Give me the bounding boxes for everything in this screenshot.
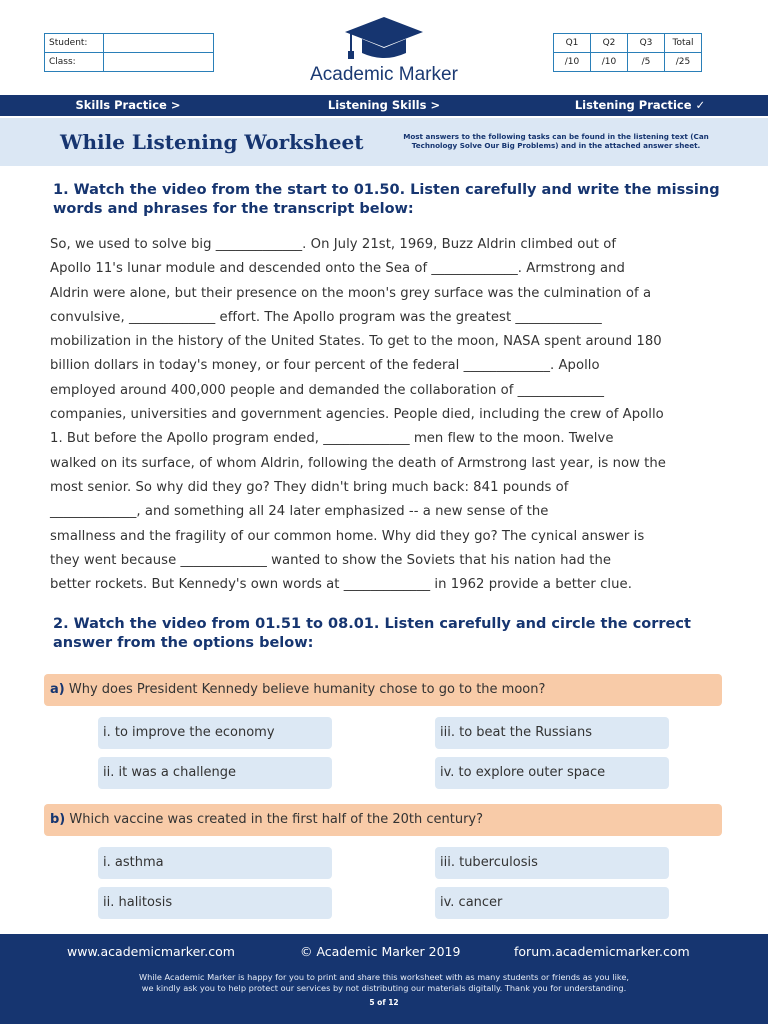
score-header-total: Total [665,34,702,53]
transcript-line: walked on its surface, of whom Aldrin, following the death of Armstrong last year, is now the [50,455,666,471]
transcript-line: mobilization in the history of the United States. To get to the moon, NASA spent around 180 [50,334,662,350]
student-label: Student: [45,34,104,53]
nav-listening-practice[interactable]: Listening Practice ✓ [574,98,706,112]
question-b-prompt [44,804,722,836]
transcript-line: employed around 400,000 people and demanded the collaboration of _____________ [50,382,605,398]
transcript-line: So, we used to solve big _____________. On July 21st, 1969, Buzz Aldrin climbed out of [50,237,617,252]
graduation-cap-icon [340,14,428,70]
section-2-heading: 2. Watch the video from 01.51 to 08.01. Listen carefully and circle the correct answer from the options below: [53,616,691,651]
transcript-line: companies, universities and government agencies. People died, including the crew of Apollo [50,407,664,423]
student-field[interactable] [104,34,214,53]
score-q2[interactable]: /10 [591,53,628,72]
transcript-line: Aldrin were alone, but their presence on the moon's grey surface was the culmination of a [50,285,652,301]
transcript-passage [50,233,720,597]
score-header-q2: Q2 [591,34,628,53]
transcript-line: _____________, and something all 24 later emphasized -- a new sense of the [50,504,549,520]
brand-logo [296,14,472,88]
question-text: Why does President Kennedy believe humanity chose to go to the moon? [68,682,546,697]
score-q3[interactable]: /5 [628,53,665,72]
question-letter: a) [50,682,65,697]
question-text: Which vaccine was created in the first half of the 20th century? [69,812,484,827]
footer-copyright: © Academic Marker 2019 [300,944,461,959]
score-total[interactable]: /25 [665,53,702,72]
question-a-prompt [44,674,722,706]
class-field[interactable] [104,53,214,72]
score-table [553,33,702,72]
option-a-i[interactable]: i. to improve the economy [98,717,332,749]
option-a-iii[interactable]: iii. to beat the Russians [435,717,669,749]
option-b-iii[interactable]: iii. tuberculosis [435,847,669,879]
class-label: Class: [45,53,104,72]
nav-listening-skills[interactable]: Listening Skills > [327,98,441,112]
transcript-line: most senior. So why did they go? They didn't bring much back: 841 pounds of [50,479,569,495]
option-a-ii[interactable]: ii. it was a challenge [98,757,332,789]
footer-note [0,972,768,994]
title-band [0,118,768,166]
nav-skills-practice[interactable]: Skills Practice > [75,98,181,112]
option-b-i[interactable]: i. asthma [98,847,332,879]
transcript-line: convulsive, _____________ effort. The Apollo program was the greatest _____________ [50,309,602,325]
transcript-line: 1. But before the Apollo program ended, _____________ men flew to the moon. Twelve [50,431,614,447]
score-header-q3: Q3 [628,34,665,53]
score-q1[interactable]: /10 [554,53,591,72]
transcript-line: billion dollars in today's money, or four percent of the federal _____________. Apollo [50,358,600,374]
footer-website-link[interactable]: www.academicmarker.com [67,944,235,959]
option-a-iv[interactable]: iv. to explore outer space [435,757,669,789]
transcript-line: they went because _____________ wanted to show the Soviets that his nation had the [50,552,612,568]
page-number: 5 of 12 [369,998,399,1007]
transcript-line: Apollo 11's lunar module and descended onto the Sea of _____________. Armstrong and [50,261,625,277]
page-title: While Listening Worksheet [60,130,364,154]
option-b-iv[interactable]: iv. cancer [435,887,669,919]
title-note: Most answers to the following tasks can be found in the listening text (Can Technology Solve Our Big Problems) and in the attached answer sheet. [403,132,709,150]
footer-note-line: While Academic Marker is happy for you to print and share this worksheet with as many students or friends as you like, [139,972,629,982]
breadcrumb-nav [0,95,768,116]
brand-name: Academic Marker [310,64,458,85]
score-header-q1: Q1 [554,34,591,53]
footer-note-line: we kindly ask you to help protect our services by not distributing our materials digitally. Thank you for understanding. [141,983,627,993]
option-b-ii[interactable]: ii. halitosis [98,887,332,919]
footer-forum-link[interactable]: forum.academicmarker.com [514,944,690,959]
transcript-line: better rockets. But Kennedy's own words at _____________ in 1962 provide a better clue. [50,577,632,593]
transcript-line: smallness and the fragility of our common home. Why did they go? The cynical answer is [50,528,645,544]
section-1-heading: 1. Watch the video from the start to 01.50. Listen carefully and write the missing words and phrases for the transcript below: [53,182,720,217]
page-footer [0,934,768,1024]
student-info-table [44,33,214,72]
question-letter: b) [50,812,66,827]
